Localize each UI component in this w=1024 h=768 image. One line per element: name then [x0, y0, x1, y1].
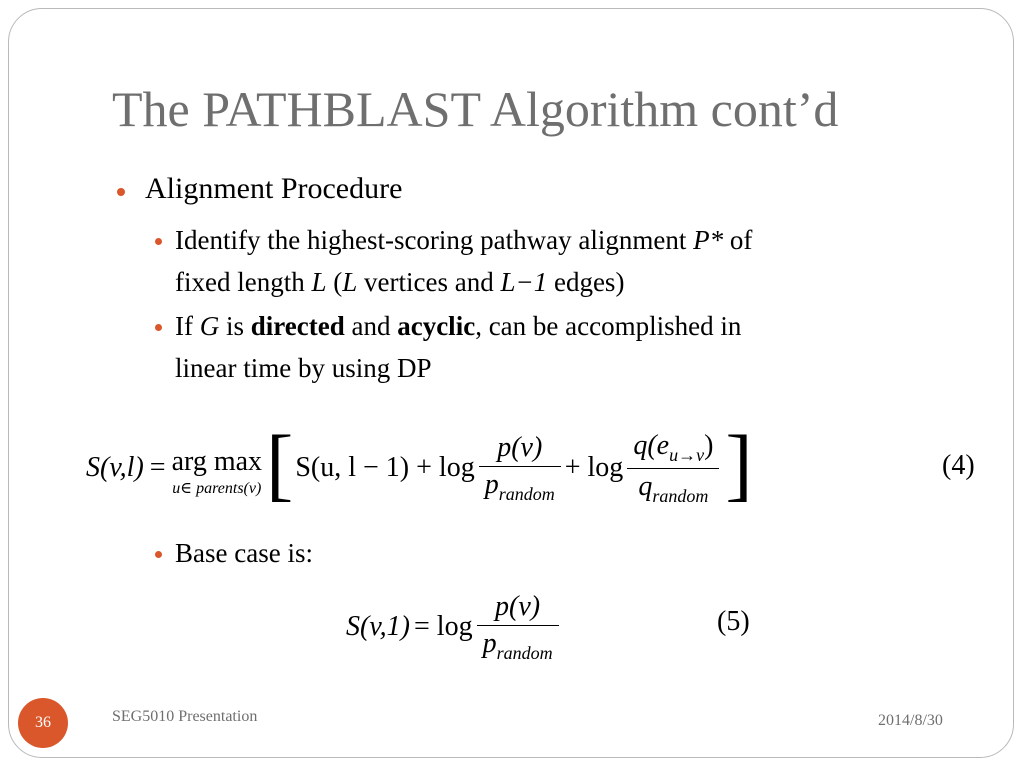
slide-title: The PATHBLAST Algorithm cont’d [112, 81, 839, 137]
eq5-den [477, 626, 559, 664]
eq4-close-bracket: ] [725, 418, 753, 509]
text: and [344, 311, 398, 341]
text: fixed length [175, 267, 312, 297]
text: vertices and [357, 267, 501, 297]
sub-bullet-identify [175, 219, 752, 303]
text: L−1 [500, 267, 548, 297]
text: linear time by using DP [175, 353, 432, 383]
text: , can be accomplished in [475, 311, 742, 341]
text: directed [250, 311, 345, 341]
eq4-num1: p(v) [479, 432, 561, 467]
page-number-badge: 36 [18, 698, 68, 748]
equation-4-number: (4) [942, 450, 975, 481]
sub-bullet-directed-acyclic [175, 305, 741, 389]
eq4-open-bracket: [ [266, 418, 294, 509]
text: L [342, 267, 358, 297]
sub-bullet-base-case: Base case is: [175, 538, 313, 568]
text: q [638, 470, 653, 502]
text: edges) [547, 267, 625, 297]
text: acyclic [397, 311, 476, 341]
eq5-fraction [477, 591, 559, 664]
text: Identify the highest-scoring pathway alignment [175, 225, 694, 255]
text: L [311, 267, 327, 297]
eq4-den2 [627, 469, 719, 507]
text: p [482, 627, 497, 659]
eq5-num: p(v) [477, 591, 559, 626]
eq4-num2 [627, 430, 719, 469]
text: random [652, 485, 709, 506]
text: P* [693, 225, 724, 255]
argmax-sub: u∈ parents(v) [172, 480, 262, 497]
eq4-den1 [479, 467, 561, 505]
text: ) [704, 429, 714, 461]
equation-4 [86, 418, 753, 518]
text: If [175, 311, 200, 341]
bullet-alignment-procedure: Alignment Procedure [145, 172, 403, 205]
text: G [199, 311, 220, 341]
eq4-fraction-2 [627, 430, 719, 507]
bullet-dot [117, 188, 125, 196]
sub-bullet-dot [155, 551, 162, 558]
text: p [484, 468, 499, 500]
eq4-plus-log: + log [564, 452, 624, 483]
eq4-argmax [172, 446, 262, 498]
eq4-term1: S(u, l − 1) + log [295, 452, 475, 483]
eq4-fraction-1 [479, 432, 561, 505]
eq5-equals-log: = log [414, 611, 473, 642]
argmax-label: arg max [171, 446, 263, 477]
footer-presentation: SEG5010 Presentation [112, 708, 258, 725]
text: of [723, 225, 753, 255]
text: random [498, 483, 555, 504]
eq4-equals: = [149, 452, 166, 483]
eq5-lhs: S(v,1) [346, 611, 410, 642]
text: q(e [633, 429, 670, 461]
text: u→v [669, 444, 705, 465]
footer-date: 2014/8/30 [878, 712, 943, 729]
sub-bullet-dot [155, 238, 162, 245]
text: is [219, 311, 251, 341]
text: random [496, 642, 553, 663]
eq4-lhs: S(v,l) [86, 452, 144, 483]
equation-5-number: (5) [717, 606, 750, 637]
equation-5 [346, 582, 563, 672]
sub-bullet-dot [155, 324, 162, 331]
text: ( [326, 267, 343, 297]
